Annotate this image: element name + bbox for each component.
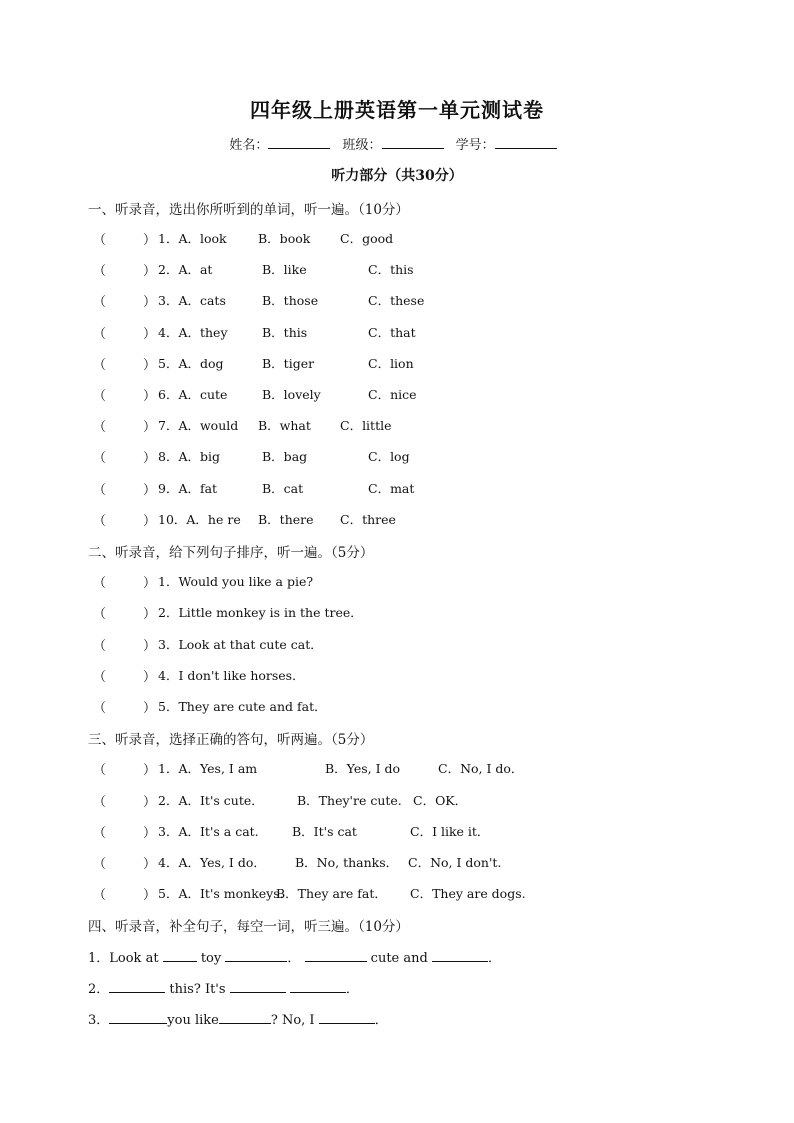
answer-paren-close[interactable]: ） — [143, 607, 157, 622]
option-b[interactable]: B．No, thanks． — [295, 855, 399, 870]
part2-heading: 二、听录音，给下列句子排序，听一遍。（5分） — [88, 545, 374, 561]
option-c[interactable]: C．this — [368, 262, 414, 277]
option-b[interactable]: B．bag — [262, 449, 308, 464]
option-c[interactable]: C．good — [340, 231, 394, 246]
option-c[interactable]: C．I like it． — [410, 824, 490, 839]
answer-paren-close[interactable]: ） — [143, 826, 157, 841]
answer-paren-close[interactable]: ） — [143, 857, 157, 872]
option-b[interactable]: B．those — [262, 293, 319, 308]
sentence-text: ． — [345, 982, 359, 997]
fill-blank[interactable] — [432, 950, 488, 962]
option-b[interactable]: B．lovely — [262, 387, 321, 402]
sentence-text: 2． — [88, 982, 110, 997]
sentence-text: this? It's — [169, 982, 226, 997]
option-c[interactable]: C．They are dogs. — [410, 886, 526, 901]
answer-paren-open: （ — [93, 389, 107, 404]
option-a[interactable]: 9．A．fat — [158, 481, 218, 496]
answer-paren-open: （ — [93, 327, 107, 342]
option-b[interactable]: B．there — [258, 512, 314, 527]
option-c[interactable]: C．nice — [368, 387, 417, 402]
class-label: 班级： — [342, 138, 382, 153]
answer-paren-close[interactable]: ） — [143, 763, 157, 778]
option-a[interactable]: 2．A．It's cute． — [158, 793, 264, 808]
answer-paren-open: （ — [93, 607, 107, 622]
student-info-row — [0, 134, 794, 153]
answer-paren-open: （ — [93, 514, 107, 529]
sentence: 5．They are cute and fat． — [158, 699, 327, 714]
option-b[interactable]: B．tiger — [262, 356, 315, 371]
page-title: 四年级上册英语第一单元测试卷 — [250, 98, 544, 122]
answer-paren-open: （ — [93, 264, 107, 279]
answer-paren-open: （ — [93, 233, 107, 248]
option-a[interactable]: 3．A．cats — [158, 293, 226, 308]
fill-blank[interactable] — [230, 981, 286, 993]
option-b[interactable]: B．They are fat． — [276, 886, 387, 901]
answer-paren-close[interactable]: ） — [143, 264, 157, 279]
option-a[interactable]: 2．A．at — [158, 262, 213, 277]
listening-section-heading: 听力部分（共30分） — [331, 168, 463, 184]
option-c[interactable]: C．that — [368, 325, 416, 340]
option-a[interactable]: 1．A．look — [158, 231, 227, 246]
option-c[interactable]: C．little — [340, 418, 392, 433]
answer-paren-close[interactable]: ） — [143, 451, 157, 466]
option-b[interactable]: B．cat — [262, 481, 304, 496]
option-a[interactable]: 6．A．cute — [158, 387, 228, 402]
fill-blank[interactable] — [225, 950, 287, 962]
option-b[interactable]: B．like — [262, 262, 307, 277]
sentence-text: 3． — [88, 1013, 110, 1028]
option-b[interactable]: B．Yes, I do — [325, 761, 401, 776]
part4-heading: 四、听录音，补全句子，每空一词，听三遍。（10分） — [88, 919, 409, 935]
answer-paren-open: （ — [93, 576, 107, 591]
sentence-text: ? No, I — [270, 1013, 315, 1028]
answer-paren-open: （ — [93, 420, 107, 435]
option-b[interactable]: B．what — [258, 418, 311, 433]
answer-paren-close[interactable]: ） — [143, 420, 157, 435]
option-a[interactable]: 4．A．they — [158, 325, 228, 340]
sentence-text: cute and — [370, 951, 428, 966]
sentence-text: ． — [287, 951, 301, 966]
fill-sentence-2 — [88, 978, 359, 997]
option-b[interactable]: B．They're cute. — [297, 793, 402, 808]
answer-paren-open: （ — [93, 483, 107, 498]
answer-paren-close[interactable]: ） — [143, 358, 157, 373]
option-c[interactable]: C．these — [368, 293, 425, 308]
fill-blank[interactable] — [109, 981, 165, 993]
fill-blank[interactable] — [290, 981, 346, 993]
answer-paren-open: （ — [93, 826, 107, 841]
name-blank[interactable] — [268, 136, 330, 149]
option-c[interactable]: C．OK． — [413, 793, 468, 808]
option-a[interactable]: 1．A．Yes, I am — [158, 761, 258, 776]
sentence-text: ． — [374, 1013, 388, 1028]
answer-paren-open: （ — [93, 670, 107, 685]
option-a[interactable]: 5．A．dog — [158, 356, 224, 371]
answer-paren-open: （ — [93, 295, 107, 310]
answer-paren-close[interactable]: ） — [143, 327, 157, 342]
answer-paren-open: （ — [93, 639, 107, 654]
fill-sentence-3 — [88, 1009, 388, 1028]
answer-paren-close[interactable]: ） — [143, 389, 157, 404]
answer-paren-open: （ — [93, 701, 107, 716]
option-a[interactable]: 4．A．Yes, I do． — [158, 855, 266, 870]
fill-blank[interactable] — [305, 950, 367, 962]
option-c[interactable]: C．No, I do． — [438, 761, 524, 776]
number-label: 学号： — [455, 138, 495, 153]
option-c[interactable]: C．log — [368, 449, 410, 464]
answer-paren-close[interactable]: ） — [143, 795, 157, 810]
fill-blank[interactable] — [109, 1012, 167, 1024]
answer-paren-close[interactable]: ） — [143, 514, 157, 529]
answer-paren-open: （ — [93, 795, 107, 810]
answer-paren-close[interactable]: ） — [143, 483, 157, 498]
option-c[interactable]: C．No, I don't. — [408, 855, 502, 870]
answer-paren-close[interactable]: ） — [143, 888, 157, 903]
sentence: 2．Little monkey is in the tree． — [158, 605, 363, 620]
sentence: 4．I don't like horses． — [158, 668, 305, 683]
option-c[interactable]: C．three — [340, 512, 396, 527]
answer-paren-open: （ — [93, 763, 107, 778]
answer-paren-open: （ — [93, 451, 107, 466]
answer-paren-open: （ — [93, 358, 107, 373]
fill-blank[interactable] — [319, 1012, 375, 1024]
option-c[interactable]: C．mat — [368, 481, 415, 496]
part3-heading: 三、听录音，选择正确的答句，听两遍。（5分） — [88, 732, 374, 748]
class-blank[interactable] — [382, 136, 444, 149]
answer-paren-close[interactable]: ） — [143, 701, 157, 716]
fill-blank[interactable] — [163, 950, 197, 962]
option-a[interactable]: 5．A．It's monkeys． — [158, 886, 293, 901]
answer-paren-close[interactable]: ） — [143, 639, 157, 654]
sentence-text: toy — [200, 951, 222, 966]
fill-blank[interactable] — [219, 1012, 271, 1024]
option-a[interactable]: 10．A．he re — [158, 512, 241, 527]
answer-paren-open: （ — [93, 888, 107, 903]
answer-paren-close[interactable]: ） — [143, 233, 157, 248]
sentence-text: 1．Look at — [88, 951, 159, 966]
answer-paren-close[interactable]: ） — [143, 295, 157, 310]
answer-paren-open: （ — [93, 857, 107, 872]
option-a[interactable]: 8．A．big — [158, 449, 220, 464]
option-c[interactable]: C．lion — [368, 356, 414, 371]
number-blank[interactable] — [495, 136, 557, 149]
option-b[interactable]: B．this — [262, 325, 308, 340]
option-b[interactable]: B．It's cat — [292, 824, 357, 839]
fill-sentence-1 — [88, 947, 501, 966]
option-a[interactable]: 3．A．It's a cat. — [158, 824, 259, 839]
answer-paren-close[interactable]: ） — [143, 670, 157, 685]
part1-heading: 一、听录音，选出你所听到的单词，听一遍。（10分） — [88, 202, 409, 218]
sentence-text: ． — [487, 951, 501, 966]
answer-paren-close[interactable]: ） — [143, 576, 157, 591]
sentence: 3．Look at that cute cat． — [158, 637, 323, 652]
option-b[interactable]: B．book — [258, 231, 311, 246]
option-a[interactable]: 7．A．would — [158, 418, 239, 433]
name-label: 姓名： — [229, 138, 269, 153]
sentence: 1．Would you like a pie? — [158, 574, 314, 589]
sentence-text: you like — [167, 1013, 219, 1028]
